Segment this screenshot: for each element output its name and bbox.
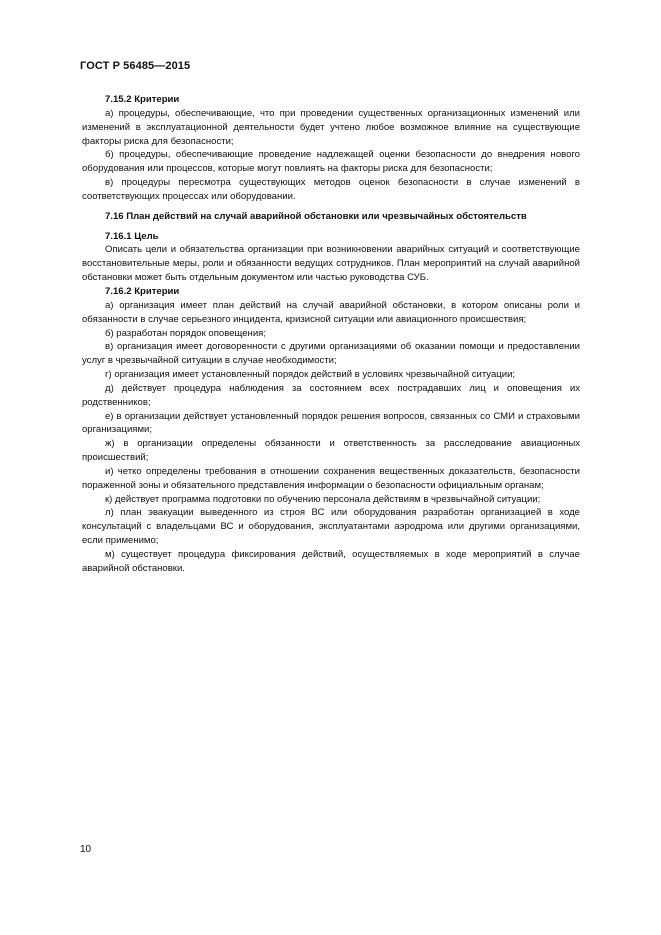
criterion-e: е) в организации действует установленный порядок решения вопросов, связанных со СМИ и страховыми организациями; [82,410,580,436]
criterion-d: д) действует процедура наблюдения за состоянием всех пострадавших лиц и оповещения их родственников; [82,382,580,408]
criterion-g: г) организация имеет установленный порядок действий в условиях чрезвычайной ситуации; [105,369,516,381]
criterion-v: в) организация имеет договоренности с другими организациями об оказании помощи и предоставлении услуг в чрезвычайной ситуации в случае необходимости; [82,341,580,367]
section-7-16-title: 7.16 План действий на случай аварийной обстановки или чрезвычайных обстоятельств [105,210,527,222]
criterion-a: а) процедуры, обеспечивающие, что при проведении существенных организационных изменений или изменений в эксплуатационной деятельности будет учтено любое возможное влияние на существующие факторы риска для безопасности; [82,107,580,147]
criterion-v: в) процедуры пересмотра существующих методов оценок безопасности в случае изменений в соответствующих процессах или оборудовании. [82,177,580,202]
criterion-a: а) организация имеет план действий на случай аварийной обстановки, в котором описаны роли и обязанности в случае серьезного инцидента, кризисной ситуации или авиационного происшествия; [82,299,580,325]
document-body [82,93,580,576]
section-7-16-2-title: 7.16.2 Критерии [105,285,180,297]
criterion-b: б) процедуры, обеспечивающие проведение надлежащей оценки безопасности до внедрения нового оборудования или процессов, которые могут повлиять на факторы риска для безопасности; [82,149,580,175]
criterion-b: б) разработан порядок оповещения; [105,327,266,339]
page-number: 10 [80,844,92,855]
section-7-16-1-text: Описать цели и обязательства организации при возникновении аварийных ситуаций и соответствующие восстановительные меры, роли и обязанности ведущих сотрудников. План мероприятий на случай аварийной обстановки может быть отдельным документом или частью руководства СУБ. [82,244,580,284]
criterion-i: и) четко определены требования в отношении сохранения вещественных доказательств, безопасности пораженной зоны и обязательного представления информации о безопасности официальным органам; [82,465,580,491]
section-7-15-2-title: 7.15.2 Критерии [105,94,180,105]
document-header: ГОСТ Р 56485—2015 [80,60,191,72]
criterion-m: м) существует процедура фиксирования действий, осуществляемых в ходе мероприятий в случае аварийной обстановки. [82,549,580,574]
criterion-l: л) план эвакуации выведенного из строя ВС или оборудования разработан организацией в ходе консультаций с владельцами ВС и оборудования, эксплуатантами аэродрома или другими организациями, если применимо; [82,507,580,547]
criterion-k: к) действует программа подготовки по обучению персонала действиям в чрезвычайной ситуации; [105,493,541,505]
criterion-zh: ж) в организации определены обязанности и ответственность за расследование авиационных происшествий; [82,438,580,464]
section-7-16-1-title: 7.16.1 Цель [105,230,159,242]
